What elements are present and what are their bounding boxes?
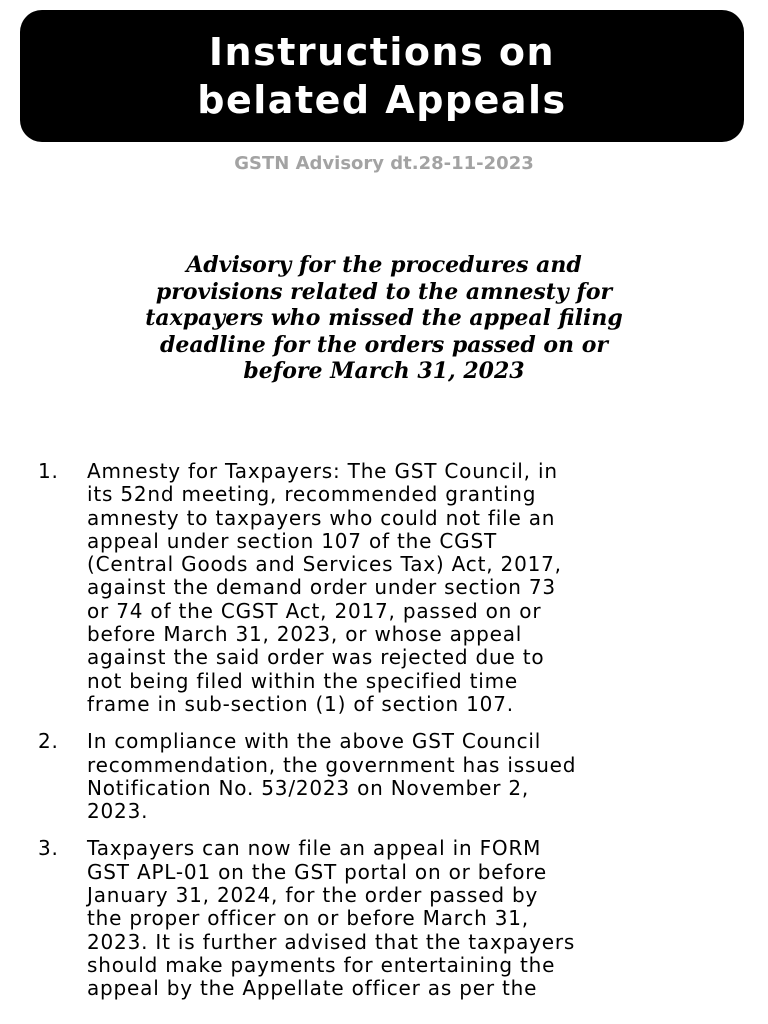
text-line: Amnesty for Taxpayers: The GST Council, in [87, 459, 558, 483]
heading-line: Advisory for the procedures and [186, 252, 582, 278]
advisory-heading [50, 252, 718, 385]
text-line: recommendation, the government has issued [87, 752, 577, 777]
list-item-text [87, 837, 757, 1000]
list-item-number: 2. [38, 729, 59, 754]
text-line: against the said order was rejected due to [87, 645, 545, 670]
text-line: amnesty to taxpayers who could not file an [87, 505, 556, 530]
text-line: before March 31, 2023, or whose appeal [87, 622, 523, 647]
text-line: Taxpayers can now file an appeal in FORM [87, 836, 542, 861]
title-line-1: Instructions on [208, 30, 556, 74]
advisory-list [0, 460, 768, 1015]
heading-line: taxpayers who missed the appeal filing [145, 305, 623, 331]
list-item-text [87, 460, 757, 716]
heading-line: deadline for the orders passed on or [160, 331, 608, 358]
text-line: (Central Goods and Services Tax) Act, 2017, [87, 552, 562, 577]
text-line: against the demand order under section 73 [87, 575, 556, 600]
text-line: or 74 of the CGST Act, 2017, passed on or [87, 598, 542, 623]
list-item-number: 1. [38, 459, 59, 483]
text-line: 2023. [87, 799, 149, 824]
list-item-number: 3. [38, 836, 59, 861]
text-line: frame in sub-section (1) of section 107. [87, 691, 514, 716]
text-line: the proper officer on or before March 31, [87, 906, 529, 931]
text-line: In compliance with the above GST Council [87, 729, 542, 754]
title-line-2: belated Appeals [197, 78, 567, 122]
text-line: appeal under section 107 of the CGST [87, 528, 497, 553]
text-line: GST APL-01 on the GST portal on or before [87, 859, 547, 884]
text-line: 2023. It is further advised that the taxpayers [87, 929, 576, 954]
text-line: should make payments for entertaining the [87, 952, 556, 977]
text-line: Notification No. 53/2023 on November 2, [87, 775, 530, 800]
text-line: not being filed within the specified time [87, 668, 519, 693]
text-line: January 31, 2024, for the order passed by [87, 883, 539, 908]
heading-line: provisions related to the amnesty for [155, 278, 613, 305]
text-line: its 52nd meeting, recommended granting [87, 482, 537, 507]
heading-line: before March 31, 2023 [243, 358, 525, 384]
list-item [0, 730, 768, 823]
text-line: appeal by the Appellate officer as per the [87, 976, 538, 1001]
list-item [0, 460, 768, 716]
list-item-text [87, 730, 757, 823]
title-banner [20, 10, 744, 142]
list-item [0, 837, 768, 1000]
advisory-date-subtitle: GSTN Advisory dt.28-11-2023 [234, 153, 534, 174]
